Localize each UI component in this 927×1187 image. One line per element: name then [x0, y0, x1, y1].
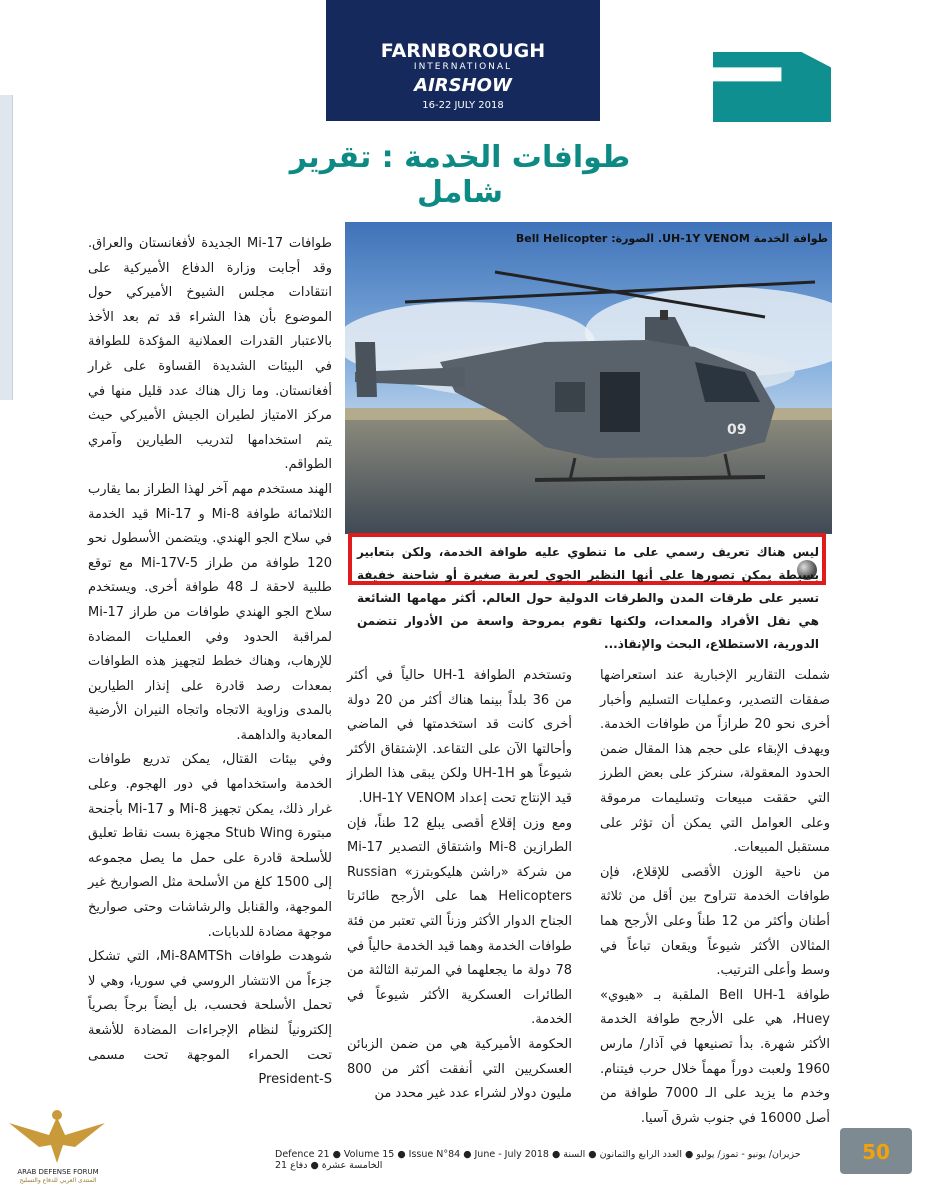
banner-line-1: FARNBOROUGH	[380, 40, 546, 62]
banner-dates: 16-22 JULY 2018	[422, 100, 504, 111]
forum-subtitle: المنتدى العربي للدفاع والتسليح	[19, 1177, 97, 1184]
paragraph: ومع وزن إقلاع أقصى يبلغ 12 طناً، فإن الطرازين Mi-8 واشتقاق التصدير Mi-17 من شركة «راشن هليكوبترز» Russian Helicopters هما على الأرجح طائرتا الجناح الدوار الأكثر وزناً التي تعتبر من فئة طوافات الخدمة وهما قيد الخدمة حالياً في 78 دولة ما يجعلهما في المرتبة الثالثة من الطائرات العسكرية الأكثر شيوعاً في الخدمة.	[347, 815, 573, 1028]
photo-caption: طوافة الخدمة UH-1Y VENOM. الصورة: Bell Helicopter	[515, 232, 828, 245]
helicopter-photo-illustration	[345, 222, 832, 534]
footer-issue-info: Defence 21 ● Volume 15 ● Issue N°84 ● June - July 2018 ● حزيران/ يونيو - تموز/ يوليو ● العدد الرابع والثمانون ● السنة الخامسة عشرة ● دفاع 21	[275, 1149, 801, 1171]
paragraph: طوافة Bell UH-1 الملقبة بـ «هيوي» Huey، هي على الأرجح طوافة الخدمة الأكثر شهرة. بدأ تصنيعها في آذار/ مارس 1960 ولعبت دوراً مهماً خلال حرب فيتنام. وخدم ما يزيد على الـ 7000 طوافة من أصل 16000 في جنوب شرق آسيا.	[600, 987, 830, 1126]
banner-line-2: INTERNATIONAL	[413, 62, 513, 72]
paragraph: وتستخدم الطوافة UH-1 حالياً في أكثر من 36 بلداً بينما هناك أكثر من 20 دولة أخرى كانت قد استخدمتها في الماضي وأحالتها الآن على التقاعد. الإشتقاق الأكثر شيوعاً هو UH-1H ولكن يبقى هذا الطراز قيد الإنتاج تحت إعداد UH-1Y VENOM.	[347, 668, 572, 806]
page-title: طوافات الخدمة : تقرير شامل	[289, 140, 631, 210]
paragraph: الحكومة الأميركية هي من ضمن الزبائن العسكريين التي أنفقت أكثر من 800 مليون دولار لشراء عدد غير محدد من	[347, 1036, 572, 1102]
banner-line-3: AIRSHOW	[414, 75, 512, 96]
helicopter-photo	[345, 222, 832, 534]
page-number: 50	[862, 1140, 890, 1164]
paragraph: وفي بيئات القتال، يمكن تدريع طوافات الخدمة واستخدامها في دور الهجوم. وعلى غرار ذلك، يمكن تجهيز Mi-8 و Mi-17 بأجنحة مبتورة Stub Wing مجهزة بست نقاط تعليق للأسلحة قادرة على حمل ما يصل مجموعه إلى 1500 كلغ من الأسلحة مثل الصواريخ غير الموجهة، والقنابل والرشاشات وحتى صواريخ موجهة مضادة للدبابات.	[88, 752, 332, 940]
callout-text: ليس هناك تعريف رسمي على ما تنطوي عليه طوافة الخدمة، ولكن بتعابير بسيطة يمكن تصورها على أنها النظير الجوي لعربة صغيرة أو شاحنة خفيفة تسير على طرقات المدن والطرقات الدولية حول العالم. أكثر مهامها الشائعة هي نقل الأفراد والمعدات، ولكنها تقوم بمروحة واسعة من الأدوار تتضمن الدورية، الاستطلاع، البحث والإنقاذ...	[357, 545, 819, 651]
column-left	[88, 232, 332, 1093]
svg-text:09: 09	[727, 422, 747, 438]
paragraph: شملت التقارير الإخبارية عند استعراضها صفقات التصدير، وعمليات التسليم وأخبار أخرى نحو 20 طرازاً من طوافات الخدمة. ويهدف الإبقاء على حجم هذا المقال ضمن الحدود المعقولة، سنركز على بعض الطرز التي حققت مبيعات وتسليمات مرموقة وعلى العوامل التي يمكن أن تؤثر على مستقبل المبيعات.	[600, 668, 830, 856]
decorative-teal-shape	[713, 52, 831, 122]
paragraph: من ناحية الوزن الأقصى للإقلاع، فإن طوافات الخدمة تتراوح بين أقل من ثلاثة أطنان وأكثر من 12 طناً وعلى الأرجح هما المثالان الأكثر شيوعاً ويقعان تباعاً في وسط وأعلى الترتيب.	[600, 864, 830, 979]
farnborough-banner	[326, 0, 600, 121]
paragraph: طوافات Mi-17 الجديدة لأفغانستان والعراق. وقد أجابت وزارة الدفاع الأميركية على انتقادات مجلس الشيوخ الأميركي حول الموضوع بأن هذا الشراء قد تم بعد الأخذ بالاعتبار القدرات العملانية المؤكدة للطوافة في البيئات الشديدة القساوة على غرار أفغانستان. وما زال هناك عدد قليل منها في مركز الامتياز لطيران الجيش الأميركي حيث يتم استخدامها لتدريب الطيارين وآمري الطواقم.	[88, 236, 332, 473]
forum-name: ARAB DEFENSE FORUM	[17, 1168, 99, 1176]
previous-page-edge	[0, 95, 13, 400]
paragraph: شوهدت طوافات Mi-8AMTSh، التي تشكل جزءاً من الانتشار الروسي في سوريا، وهي لا تحمل الأسلحة فحسب، بل أيضاً برجاً بصرياً إلكترونياً لنظام الإجراءات المضادة للأشعة تحت الحمراء الموجهة تحت مسمى President-S	[88, 949, 332, 1088]
column-middle	[347, 664, 572, 1107]
column-right	[600, 664, 830, 1131]
eagle-icon	[5, 1105, 110, 1167]
paragraph: الهند مستخدم مهم آخر لهذا الطراز بما يقارب الثلاثمائة طوافة Mi-8 و Mi-17 قيد الخدمة في سلاح الجو الهندي. ويتضمن الأسطول نحو 120 طوافة من طراز Mi-17V-5 مع توقع طلبية لاحقة لـ 48 طوافة أخرى. ويستخدم سلاح الجو الهندي طوافات من طراز Mi-17 لمراقبة الحدود وفي العمليات المضادة للإرهاب، وهناك خطط لتجهيز هذه الطوافات بمعدات رصد قادرة على إنذار الطيارين بالمدى وزاوية الاتجاه واتجاه النيران الأرضية المعادية والداهمة.	[88, 481, 333, 743]
